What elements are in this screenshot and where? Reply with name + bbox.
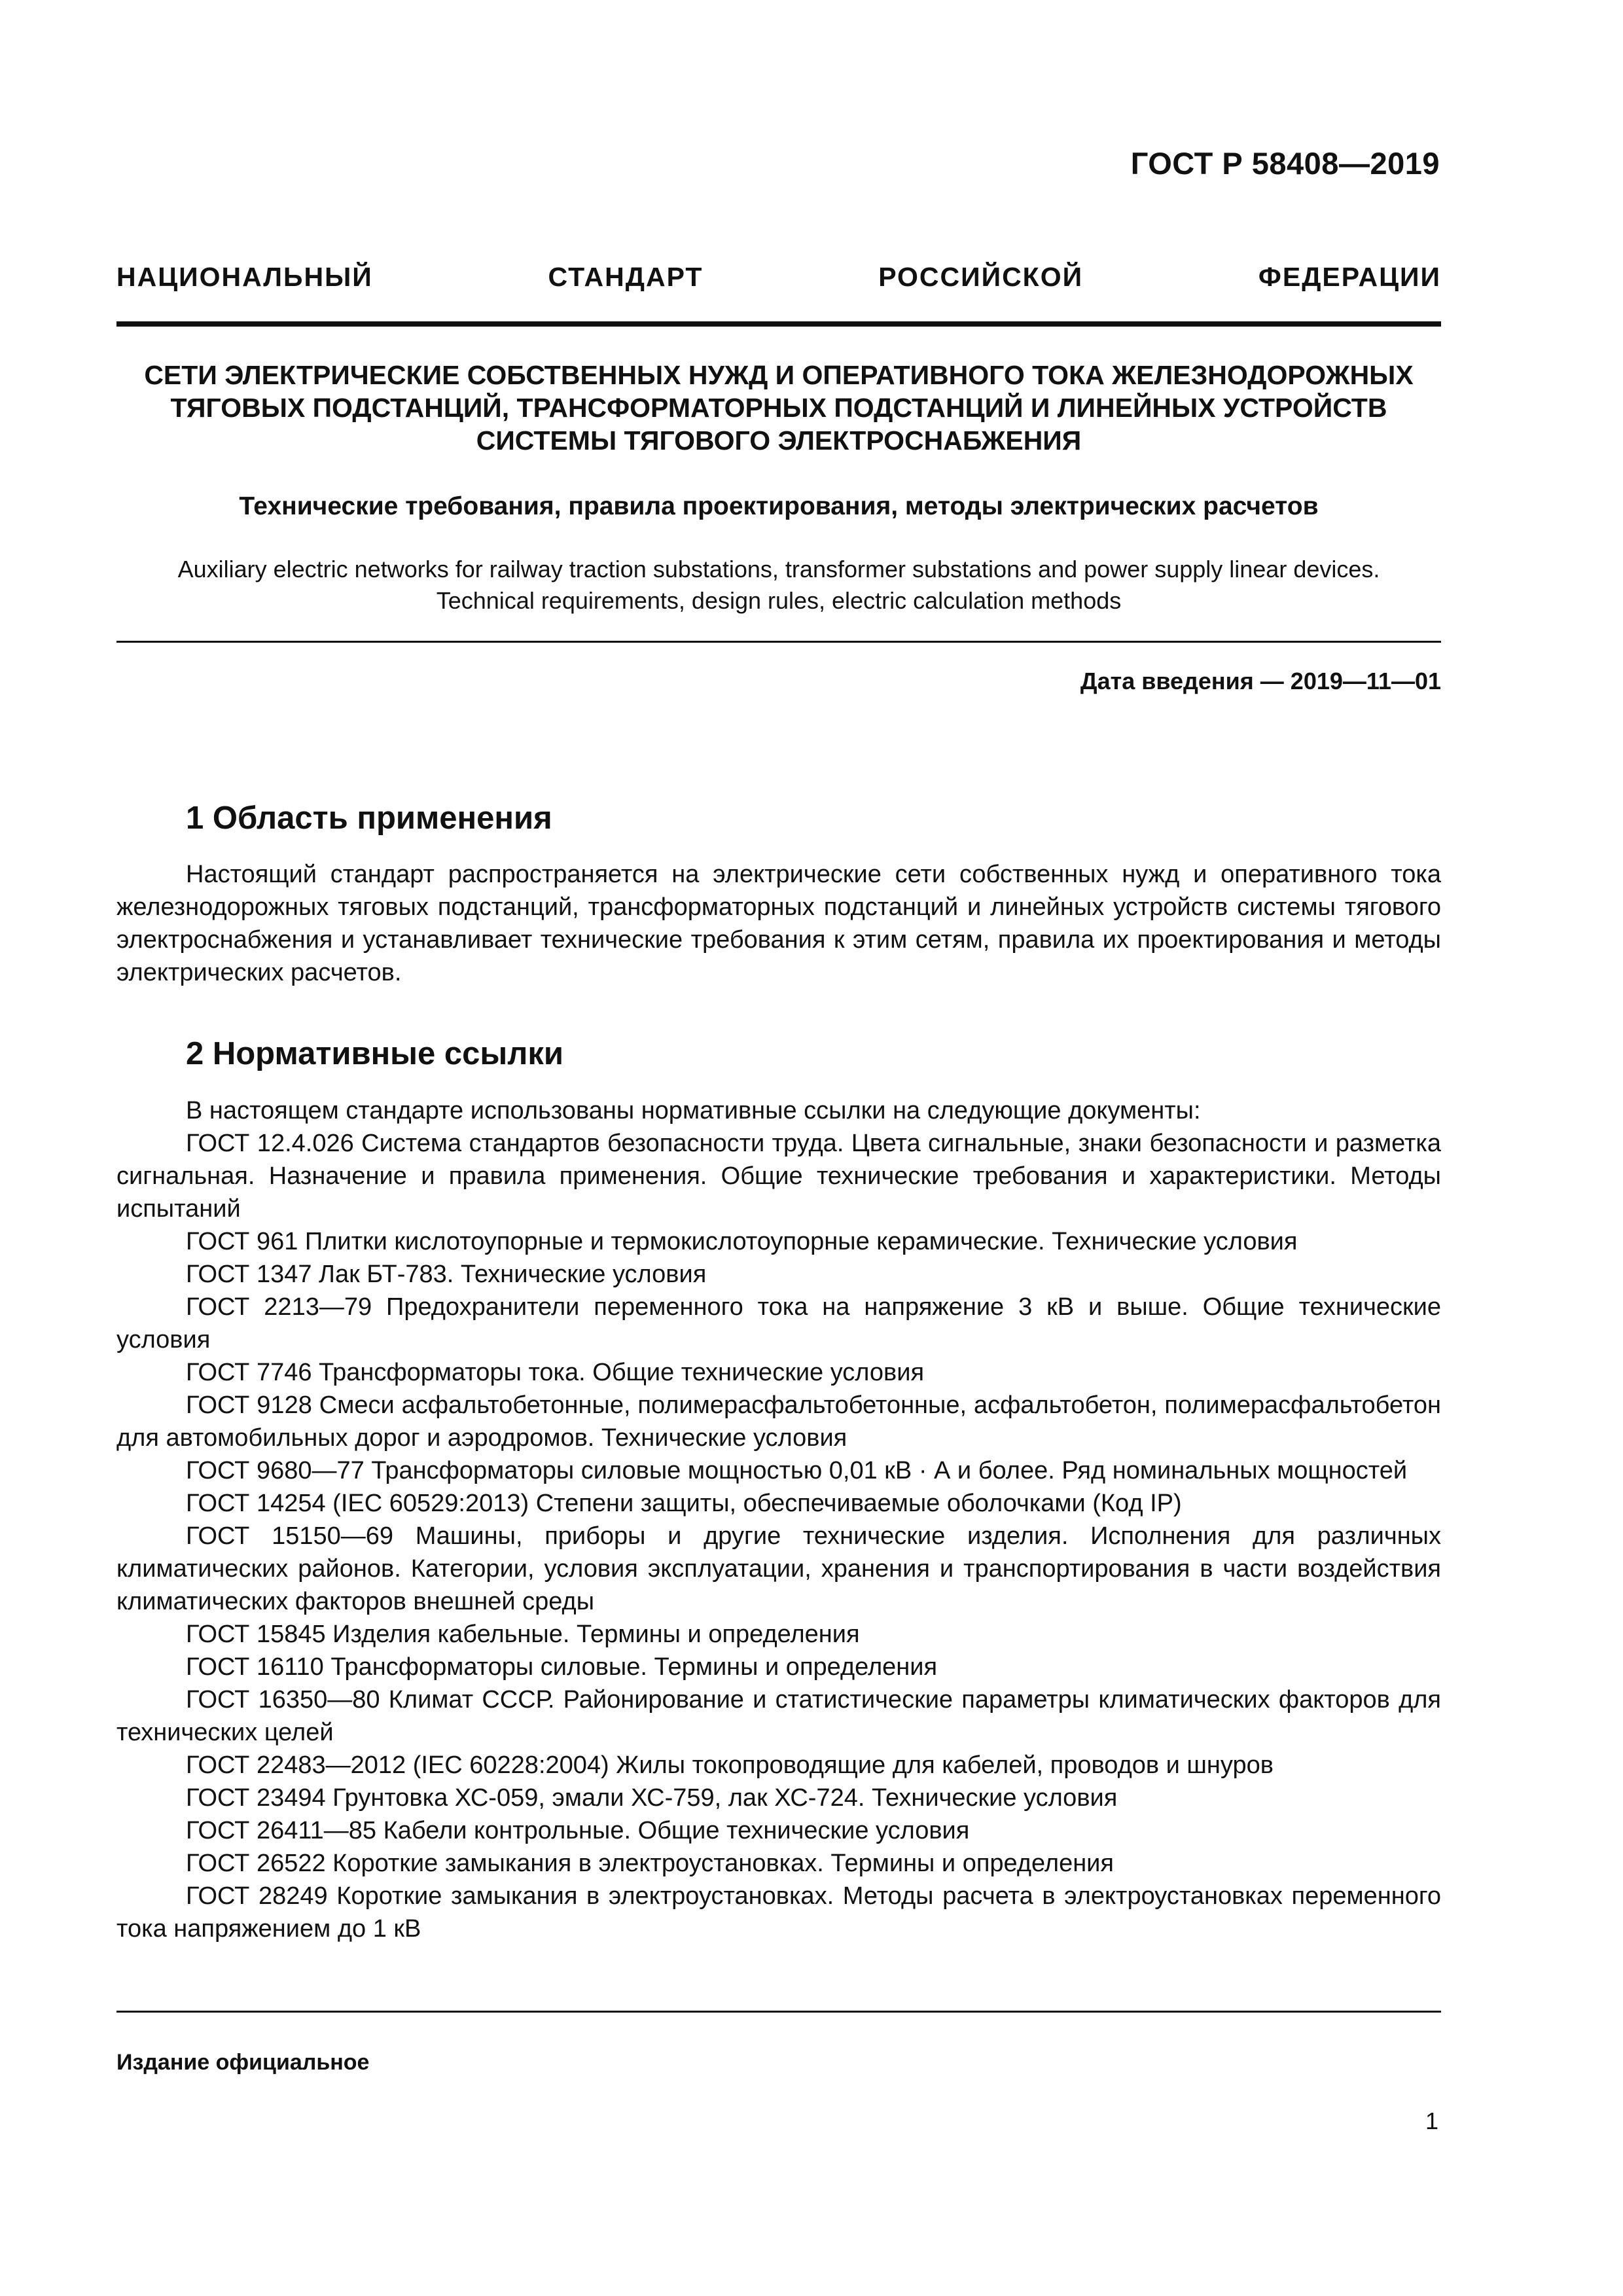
references-list xyxy=(116,1094,1441,1945)
reference-item: ГОСТ 15150—69 Машины, приборы и другие технические изделия. Исполнения для различных климатических районов. Категории, условия эксплуатации, хранения и транспортирования в части воздействия климатических факторов внешней среды xyxy=(116,1522,1441,1615)
reference-item: ГОСТ 14254 (IEC 60529:2013) Степени защиты, обеспечиваемые оболочками (Код IP) xyxy=(186,1490,1182,1517)
intro-date: Дата введения — 2019—11—01 xyxy=(1080,668,1441,694)
footer-divider xyxy=(116,2011,1441,2013)
reference-item: ГОСТ 9128 Смеси асфальтобетонные, полимерасфальтобетонные, асфальтобетон, полимерасфальтобетон для автомобильных дорог и аэродромов. Технические условия xyxy=(116,1391,1441,1452)
header-divider xyxy=(116,321,1441,327)
title-divider xyxy=(116,641,1441,643)
gost-number: ГОСТ Р 58408—2019 xyxy=(1130,146,1440,181)
document-title xyxy=(116,359,1441,457)
section-2-title: 2 Нормативные ссылки xyxy=(186,1036,563,1071)
english-title-line: Auxiliary electric networks for railway traction substations, transformer substations and power supply linear devices. xyxy=(177,556,1380,583)
reference-item: ГОСТ 1347 Лак БТ-783. Технические условия xyxy=(186,1261,707,1288)
reference-item: ГОСТ 23494 Грунтовка ХС-059, эмали ХС-759, лак ХС-724. Технические условия xyxy=(186,1784,1118,1812)
national-standard-heading: НАЦИОНАЛЬНЫЙ СТАНДАРТ РОССИЙСКОЙ ФЕДЕРАЦИИ xyxy=(116,262,1441,292)
title-line: СЕТИ ЭЛЕКТРИЧЕСКИЕ СОБСТВЕННЫХ НУЖД И ОПЕРАТИВНОГО ТОКА ЖЕЛЕЗНОДОРОЖНЫХ xyxy=(144,360,1414,390)
document-subtitle: Технические требования, правила проектирования, методы электрических расчетов xyxy=(239,492,1319,520)
section-1-title: 1 Область применения xyxy=(186,800,552,836)
reference-item: ГОСТ 961 Плитки кислотоупорные и термокислотоупорные керамические. Технические условия xyxy=(186,1228,1298,1255)
reference-item: ГОСТ 9680—77 Трансформаторы силовые мощностью 0,01 кВ · А и более. Ряд номинальных мощностей xyxy=(186,1457,1408,1484)
english-title xyxy=(116,554,1441,617)
reference-item: ГОСТ 16110 Трансформаторы силовые. Термины и определения xyxy=(186,1653,938,1681)
reference-item: ГОСТ 26522 Короткие замыкания в электроустановках. Термины и определения xyxy=(186,1850,1114,1877)
section-1-paragraph: Настоящий стандарт распространяется на электрические сети собственных нужд и оперативного тока железнодорожных тяговых подстанций, трансформаторных подстанций и линейных устройств системы тягового электроснабжения и устанавливает технические требования к этим сетям, правила их проектирования и методы электрических расчетов. xyxy=(116,861,1441,986)
references-intro: В настоящем стандарте использованы нормативные ссылки на следующие документы: xyxy=(186,1097,1201,1124)
reference-item: ГОСТ 22483—2012 (IEC 60228:2004) Жилы токопроводящие для кабелей, проводов и шнуров xyxy=(186,1751,1274,1779)
reference-item: ГОСТ 12.4.026 Система стандартов безопасности труда. Цвета сигнальные, знаки безопасности и разметка сигнальная. Назначение и правила применения. Общие технические требования и характеристики. Методы испытаний xyxy=(116,1130,1441,1223)
reference-item: ГОСТ 2213—79 Предохранители переменного тока на напряжение 3 кВ и выше. Общие технические условия xyxy=(116,1293,1441,1354)
reference-item: ГОСТ 16350—80 Климат СССР. Районирование и статистические параметры климатических факторов для технических целей xyxy=(116,1686,1441,1746)
official-edition-label: Издание официальное xyxy=(116,2050,370,2075)
reference-item: ГОСТ 15845 Изделия кабельные. Термины и определения xyxy=(186,1621,860,1648)
page-number: 1 xyxy=(1425,2108,1438,2134)
title-line: ТЯГОВЫХ ПОДСТАНЦИЙ, ТРАНСФОРМАТОРНЫХ ПОДСТАНЦИЙ И ЛИНЕЙНЫХ УСТРОЙСТВ xyxy=(170,393,1387,423)
title-line: СИСТЕМЫ ТЯГОВОГО ЭЛЕКТРОСНАБЖЕНИЯ xyxy=(476,425,1082,456)
reference-item: ГОСТ 7746 Трансформаторы тока. Общие технические условия xyxy=(186,1359,925,1386)
reference-item: ГОСТ 26411—85 Кабели контрольные. Общие технические условия xyxy=(186,1817,970,1844)
section-1-body xyxy=(116,858,1441,989)
reference-item: ГОСТ 28249 Короткие замыкания в электроустановках. Методы расчета в электроустановках переменного тока напряжением до 1 кВ xyxy=(116,1882,1441,1943)
english-title-line: Technical requirements, design rules, electric calculation methods xyxy=(436,587,1122,614)
